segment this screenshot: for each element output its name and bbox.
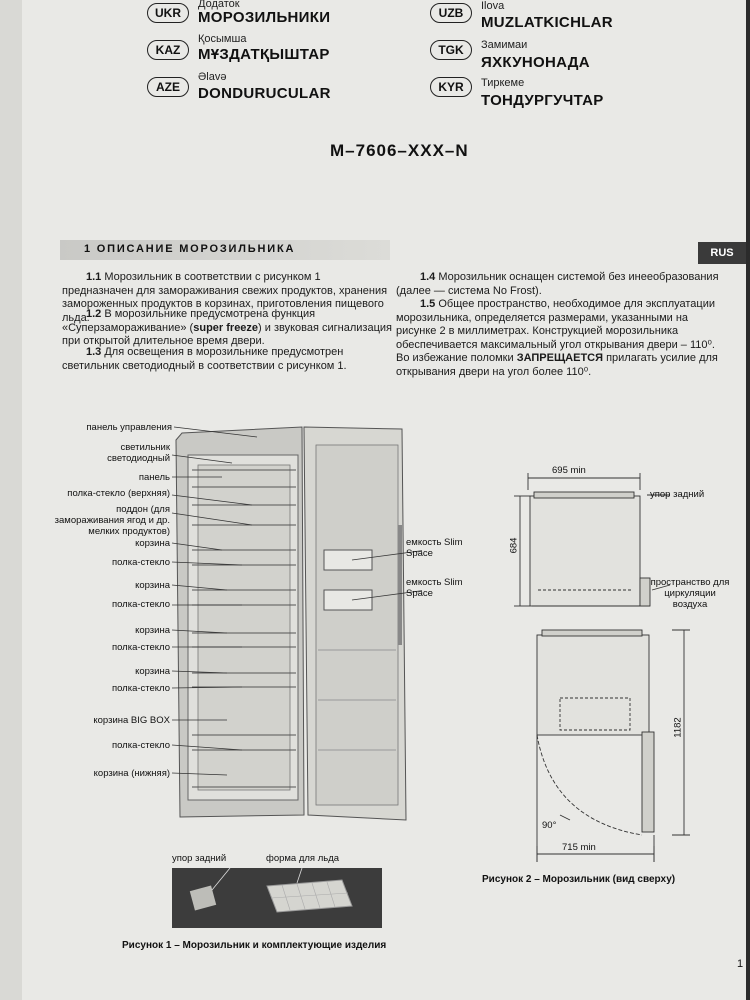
label-bottom-basket: корзина (нижняя) bbox=[93, 768, 170, 779]
figure-2-caption: Рисунок 2 – Морозильник (вид сверху) bbox=[482, 874, 676, 885]
lang-code-tgk: TGK bbox=[430, 40, 472, 60]
page-number: 1 bbox=[737, 958, 744, 970]
dim-684: 684 bbox=[508, 537, 520, 554]
lang-code-kyr: KYR bbox=[430, 77, 472, 97]
lang-title-kyr: ТОНДУРГУЧТАР bbox=[481, 92, 604, 109]
label-rear-stop: упор задний bbox=[650, 489, 705, 500]
paragraph-1-1: 1.1 Морозильник в соответствии с рисунком 1 предназначен для замораживания свежих продуктов, хранения замороженных продуктов в корзинах, приготовления пищевого льда. bbox=[62, 271, 388, 324]
lang-sub-kyr: Тиркеме bbox=[481, 77, 525, 89]
section-title: 1 ОПИСАНИЕ МОРОЗИЛЬНИКА bbox=[84, 243, 296, 255]
lang-code-uzb: UZB bbox=[430, 3, 472, 23]
label-glass-shelf-1: полка-стекло bbox=[111, 557, 170, 568]
label-tray: поддон (для замораживания ягод и др. мелких продуктов) bbox=[54, 504, 170, 537]
dim-695: 695 min bbox=[552, 465, 586, 476]
accessories-photo bbox=[172, 868, 382, 928]
label-slim-space-2: емкость Slim Space bbox=[406, 577, 463, 599]
lang-sub-kaz: Қосымша bbox=[198, 33, 247, 45]
section-heading bbox=[60, 240, 390, 260]
paragraph-1-2: 1.2 В морозильнике предусмотрена функция «Суперзамораживание» (super freeze) и звуковая сигнализация при открытой длительное время двери. bbox=[62, 308, 392, 347]
lang-code-aze: AZE bbox=[147, 77, 189, 97]
manual-page bbox=[22, 0, 746, 1000]
lang-title-uzb: MUZLATKICHLAR bbox=[481, 14, 613, 31]
lang-sub-tgk: Замимаи bbox=[481, 39, 528, 51]
figure-1-caption: Рисунок 1 – Морозильник и комплектующие изделия bbox=[122, 940, 387, 951]
lang-code-kaz: KAZ bbox=[147, 40, 189, 60]
label-rear-stop-accessory: упор задний bbox=[172, 853, 227, 864]
label-glass-shelf-3: полка-стекло bbox=[111, 642, 170, 653]
lang-sub-aze: Əlavə bbox=[198, 71, 227, 83]
label-glass-shelf-5: полка-стекло bbox=[111, 740, 170, 751]
label-big-box-basket: корзина BIG BOX bbox=[93, 715, 170, 726]
label-glass-shelf-2: полка-стекло bbox=[111, 599, 170, 610]
label-led-light: светильник светодиодный bbox=[107, 442, 170, 464]
lang-code-ukr: UKR bbox=[147, 3, 189, 23]
dim-715: 715 min bbox=[562, 842, 596, 853]
label-basket-1: корзина bbox=[135, 538, 170, 549]
paragraph-1-4: 1.4 Морозильник оснащен системой без инееобразования (далее — система No Frost). bbox=[396, 271, 719, 297]
label-basket-4: корзина bbox=[135, 666, 170, 677]
lang-title-kaz: МҰЗДАТҚЫШТАР bbox=[198, 46, 330, 63]
label-top-glass-shelf: полка-стекло (верхняя) bbox=[67, 488, 170, 499]
label-control-panel: панель управления bbox=[86, 422, 172, 433]
label-ice-tray: форма для льда bbox=[266, 853, 340, 864]
lang-sub-uzb: Ilova bbox=[481, 0, 505, 12]
label-air-circulation: пространство для циркуляции воздуха bbox=[650, 577, 730, 610]
model-number: M–7606–XXX–N bbox=[330, 141, 469, 160]
paragraph-1-3: 1.3 Для освещения в морозильнике предусмотрен светильник светодиодный в соответствии с рисунком 1. bbox=[62, 346, 347, 372]
label-slim-space-1: емкость Slim Space bbox=[406, 537, 463, 559]
dim-1182: 1182 bbox=[672, 717, 684, 738]
adjacent-page-edge bbox=[0, 0, 22, 1000]
angle-90: 90° bbox=[542, 820, 557, 831]
label-basket-3: корзина bbox=[135, 625, 170, 636]
dimensions-diagram bbox=[492, 470, 705, 870]
label-basket-2: корзина bbox=[135, 580, 170, 591]
paragraph-1-5: 1.5 Общее пространство, необходимое для эксплуатации морозильника, определяется размерами, указанными на рисунке 2 в миллиметрах. Конструкцией морозильника обеспечивается максимальный угол открывания двери – 110⁰. Во избежание поломки ЗАПРЕЩАЕТСЯ прилагать усилие для открывания двери на угол более 110⁰. bbox=[396, 298, 718, 378]
label-panel: панель bbox=[138, 472, 170, 483]
lang-title-ukr: МОРОЗИЛЬНИКИ bbox=[198, 9, 331, 26]
lang-title-aze: DONDURUCULAR bbox=[198, 85, 331, 102]
lang-title-tgk: ЯХКУНОНАДА bbox=[481, 54, 590, 71]
label-glass-shelf-4: полка-стекло bbox=[111, 683, 170, 694]
language-tab-rus: RUS bbox=[698, 242, 746, 264]
lang-sub-ukr: Додаток bbox=[198, 0, 240, 10]
